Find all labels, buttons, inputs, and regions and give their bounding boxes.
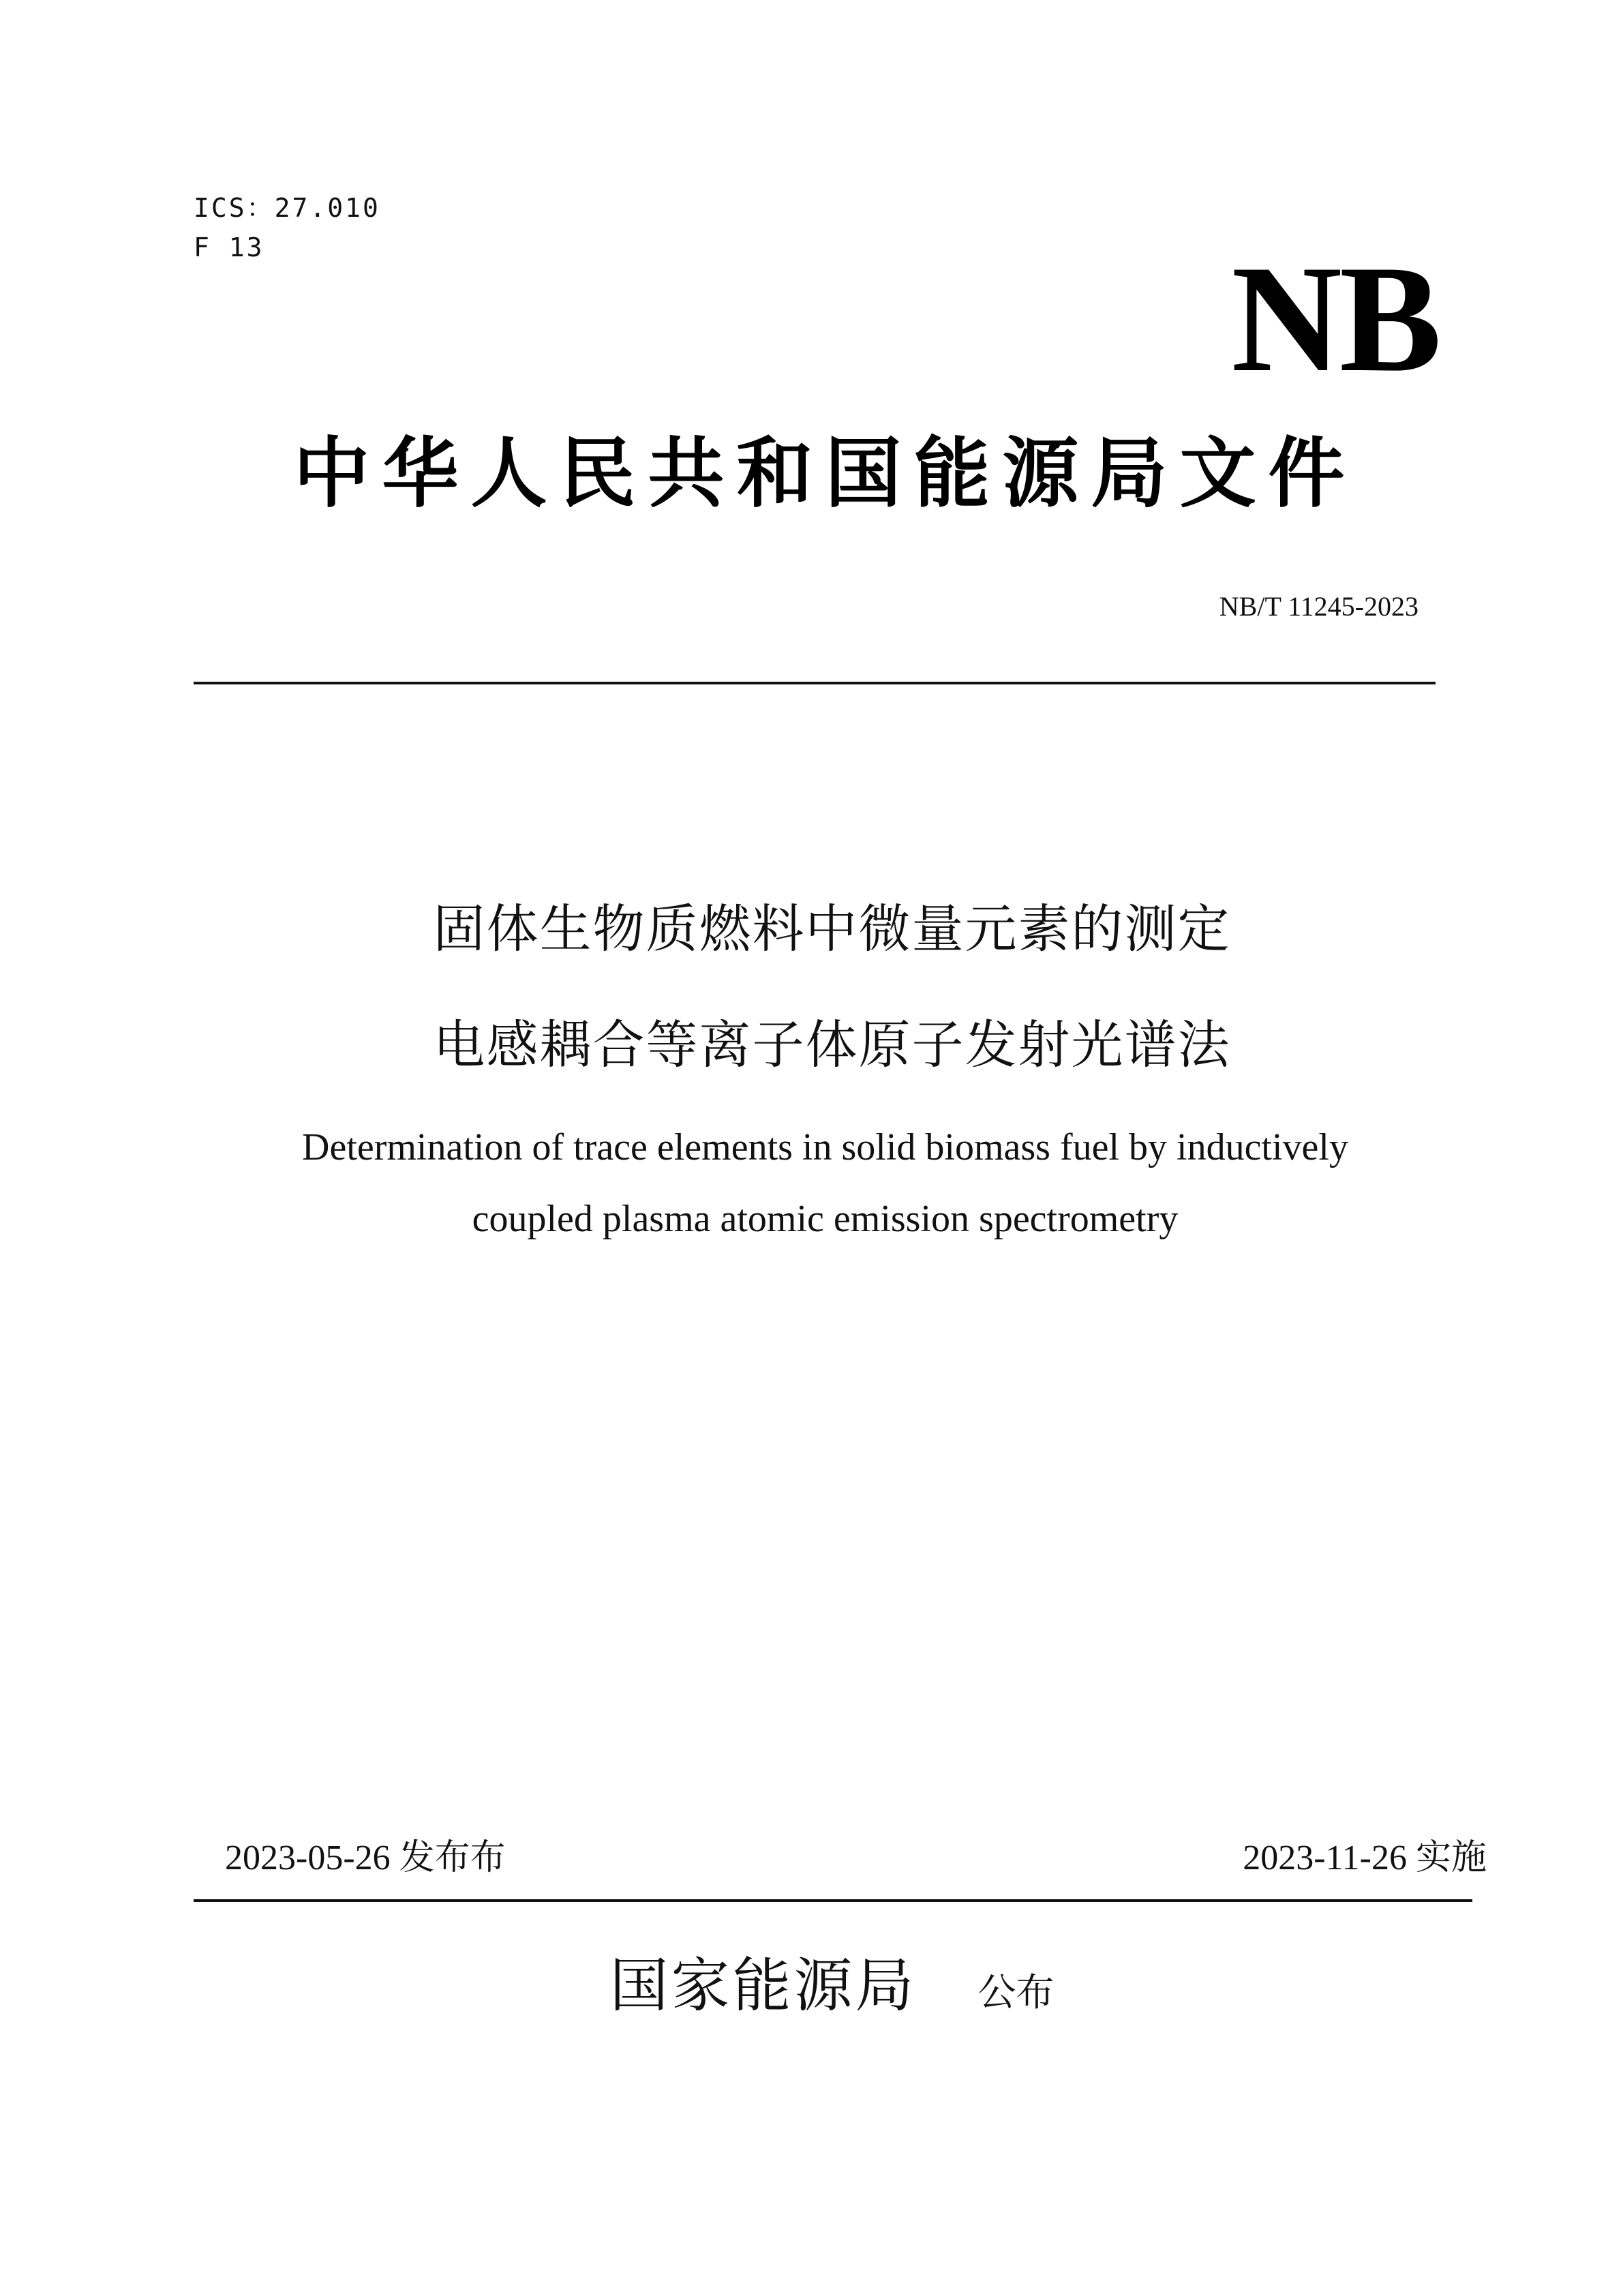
top-divider xyxy=(194,682,1436,684)
standard-number: NB/T 11245-2023 xyxy=(1219,591,1419,622)
english-title-line-2: coupled plasma atomic emission spectrometry xyxy=(472,1198,1179,1240)
english-title-line-1: Determination of trace elements in solid biomass fuel by inductively xyxy=(302,1126,1348,1168)
ics-code: ICS：27.010 xyxy=(194,193,380,223)
implementation-date: 2023-11-26 实施 xyxy=(1243,1839,1487,1877)
chinese-title-line-2: 电感耦合等离子体原子发射光谱法 xyxy=(433,1014,1231,1075)
chinese-title-line-1: 固体生物质燃料中微量元素的测定 xyxy=(433,898,1231,959)
publisher-name: 国家能源局 xyxy=(609,1952,917,2020)
classification-code: F 13 xyxy=(194,232,264,262)
nb-logo: NB xyxy=(1231,233,1439,404)
bottom-divider xyxy=(194,1899,1472,1902)
issue-date: 2023-05-26 发布布 xyxy=(225,1839,506,1877)
publisher-suffix: 公布 xyxy=(977,1971,1055,2015)
issuer-heading: 中华人民共和国能源局文件 xyxy=(293,432,1357,517)
publisher-block xyxy=(0,1952,1623,2020)
